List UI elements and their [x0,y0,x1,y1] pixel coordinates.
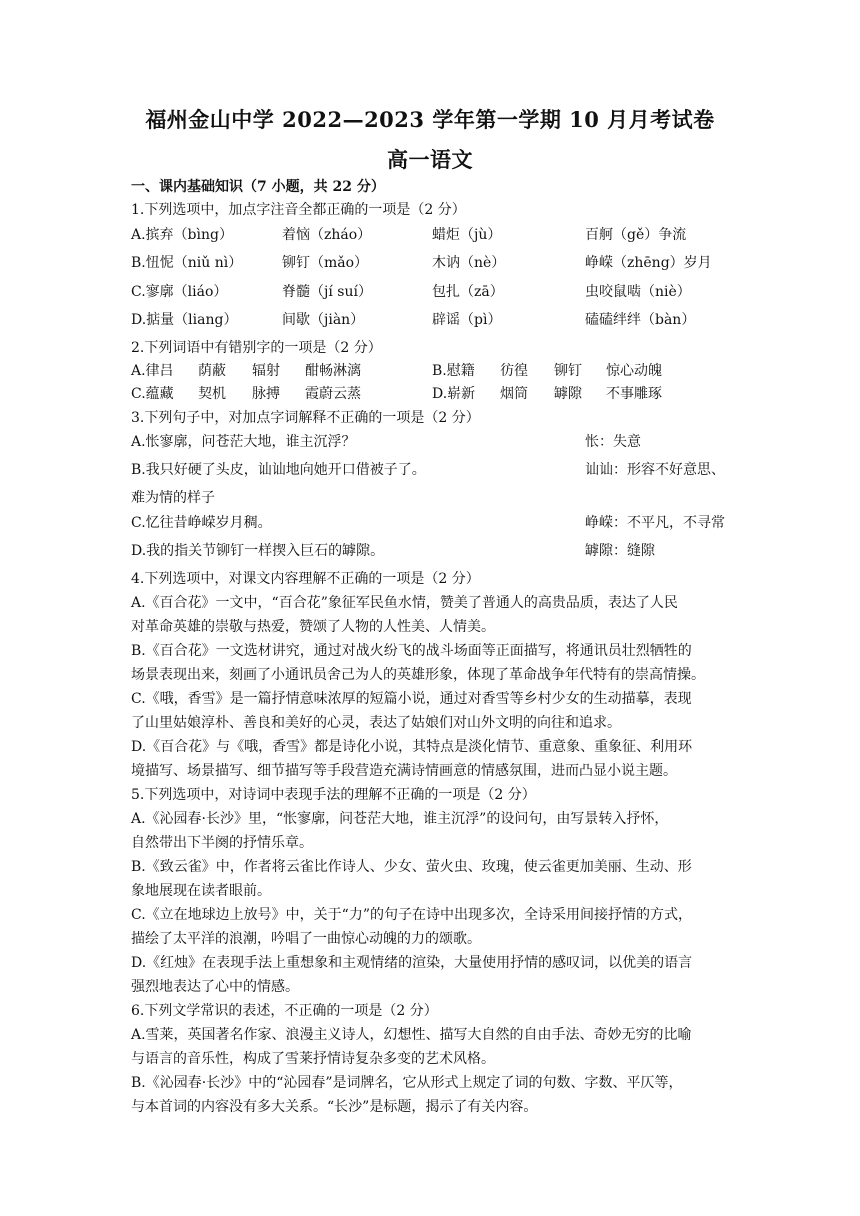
q2-word: 不事雕琢 [606,386,662,402]
q2-word: B.慰籍 [432,363,475,379]
q3-option-a: A.怅寥廓，问苍茫大地，谁主沉浮？ [131,434,356,450]
q4-option-d-line1: D.《百合花》与《哦，香雪》都是诗化小说，其特点是淡化情节、重意象、重象征、利用环 [131,739,693,755]
question-5-stem: 5.下列选项中，对诗词中表现手法的理解不正确的一项是（2 分） [131,787,536,803]
exam-title: 福州金山中学 2022—2023 学年第一学期 10 月月考试卷 [145,107,715,132]
q1-option-c-1: C.寥廓（liáo） [131,284,228,300]
q2-word: 罅隙 [554,386,582,402]
q5-option-d-line1: D.《红烛》在表现手法上重想象和主观情绪的渲染，大量使用抒情的感叹词，以优美的语言 [131,955,693,971]
q2-word: D.崭新 [432,386,476,402]
q6-option-a-line1: A.雪莱，英国著名作家、浪漫主义诗人，幻想性、描写大自然的自由手法、奇妙无穷的比喻 [131,1027,692,1043]
q2-word: 契机 [198,386,226,402]
q1-option-c-2: 脊髓（jí suí） [282,284,372,300]
q5-option-a-line1: A.《沁园春·长沙》里，“怅寥廓，问苍茫大地，谁主沉浮”的设问句，由写景转入抒怀， [131,811,669,827]
q5-option-a-line2: 自然带出下半阕的抒情乐章。 [131,835,313,851]
q3-option-c: C.忆往昔峥嵘岁月稠。 [131,515,272,531]
q1-option-b-2: 铆钉（mǎo） [282,255,369,271]
q1-option-c-4: 虫咬鼠啮（niè） [585,284,691,300]
q6-option-b-line2: 与本首词的内容没有多大关系。“长沙”是标题，揭示了有关内容。 [131,1099,538,1115]
q2-word: C.蕴藏 [131,386,174,402]
q4-option-a-line1: A.《百合花》一文中，“百合花”象征军民鱼水情，赞美了普通人的高贵品质，表达了人民 [131,595,678,611]
q3-option-c-explanation: 峥嵘：不平凡，不寻常 [585,515,725,531]
q3-option-b-explanation: 讪讪：形容不好意思、 [585,462,725,478]
q2-word: 脉搏 [252,386,280,402]
question-3-stem: 3.下列句子中，对加点字词解释不正确的一项是（2 分） [131,410,480,426]
q1-option-d-2: 间歇（jiàn） [282,312,365,328]
q3-option-b: B.我只好硬了头皮，讪讪地向她开口借被子了。 [131,462,426,478]
question-6-stem: 6.下列文学常识的表述，不正确的一项是（2 分） [131,1003,438,1019]
q2-word: 霞蔚云蒸 [305,386,361,402]
q2-word: 惊心动魄 [606,363,662,379]
q2-word: A.律吕 [131,363,174,379]
q1-option-a-2: 着恼（zháo） [282,227,372,243]
q2-word: 酣畅淋漓 [305,363,361,379]
q4-option-c-line1: C.《哦，香雪》是一篇抒情意味浓厚的短篇小说，通过对香雪等乡村少女的生动描摹，表现 [131,691,692,707]
q5-option-b-line2: 象地展现在读者眼前。 [131,883,271,899]
q2-word: 彷徨 [500,363,528,379]
q3-option-d-explanation: 罅隙：缝隙 [585,543,655,559]
q1-option-a-3: 蜡炬（jù） [432,227,502,243]
exam-subtitle: 高一语文 [387,147,473,172]
q1-option-a-4: 百舸（gě）争流 [585,227,687,243]
q5-option-d-line2: 强烈地表达了心中的情感。 [131,979,299,995]
q1-option-b-1: B.忸怩（niǔ nì） [131,255,243,271]
q4-option-b-line2: 场景表现出来，刻画了小通讯员舍己为人的英雄形象，体现了革命战争年代特有的崇高情操。 [131,667,705,683]
q3-option-d: D.我的指关节铆钉一样揳入巨石的罅隙。 [131,543,385,559]
q2-word: 铆钉 [554,363,582,379]
q5-option-c-line2: 描绘了太平洋的浪潮，吟唱了一曲惊心动魄的力的颂歌。 [131,931,481,947]
question-1-stem: 1.下列选项中，加点字注音全都正确的一项是（2 分） [131,202,466,218]
q6-option-a-line2: 与语言的音乐性，构成了雪莱抒情诗复杂多变的艺术风格。 [131,1051,495,1067]
q3-option-b-continued: 难为情的样子 [131,490,215,506]
q2-word: 烟筒 [500,386,528,402]
q1-option-c-3: 包扎（zā） [432,284,504,300]
q1-option-d-3: 辟谣（pì） [432,312,502,328]
q2-word: 荫蔽 [198,363,226,379]
q4-option-a-line2: 对革命英雄的崇敬与热爱，赞颂了人物的人性美、人情美。 [131,619,495,635]
question-4-stem: 4.下列选项中，对课文内容理解不正确的一项是（2 分） [131,571,480,587]
q2-word: 辐射 [252,363,280,379]
q6-option-b-line1: B.《沁园春·长沙》中的“沁园春”是词牌名，它从形式上规定了词的句数、字数、平仄等， [131,1075,683,1091]
q1-option-a-1: A.摈弃（bìng） [131,227,233,243]
question-2-stem: 2.下列词语中有错别字的一项是（2 分） [131,340,382,356]
q1-option-d-1: D.掂量（liang） [131,312,238,328]
q4-option-c-line2: 了山里姑娘淳朴、善良和美好的心灵，表达了姑娘们对山外文明的向往和追求。 [131,715,621,731]
q1-option-b-4: 峥嵘（zhēng）岁月 [585,255,712,271]
section-heading: 一、课内基础知识（7 小题，共 22 分） [131,179,385,195]
q3-option-a-explanation: 怅：失意 [585,434,641,450]
q1-option-d-4: 磕磕绊绊（bàn） [585,312,696,328]
q5-option-b-line1: B.《致云雀》中，作者将云雀比作诗人、少女、萤火虫、玫瑰，使云雀更加美丽、生动、形 [131,859,692,875]
q4-option-d-line2: 境描写、场景描写、细节描写等手段营造充满诗情画意的情感氛围，进而凸显小说主题。 [131,763,677,779]
q4-option-b-line1: B.《百合花》一文选材讲究，通过对战火纷飞的战斗场面等正面描写，将通讯员壮烈牺牲的 [131,643,692,659]
q1-option-b-3: 木讷（nè） [432,255,506,271]
q5-option-c-line1: C.《立在地球边上放号》中，关于“力”的句子在诗中出现多次，全诗采用间接抒情的方式， [131,907,692,923]
